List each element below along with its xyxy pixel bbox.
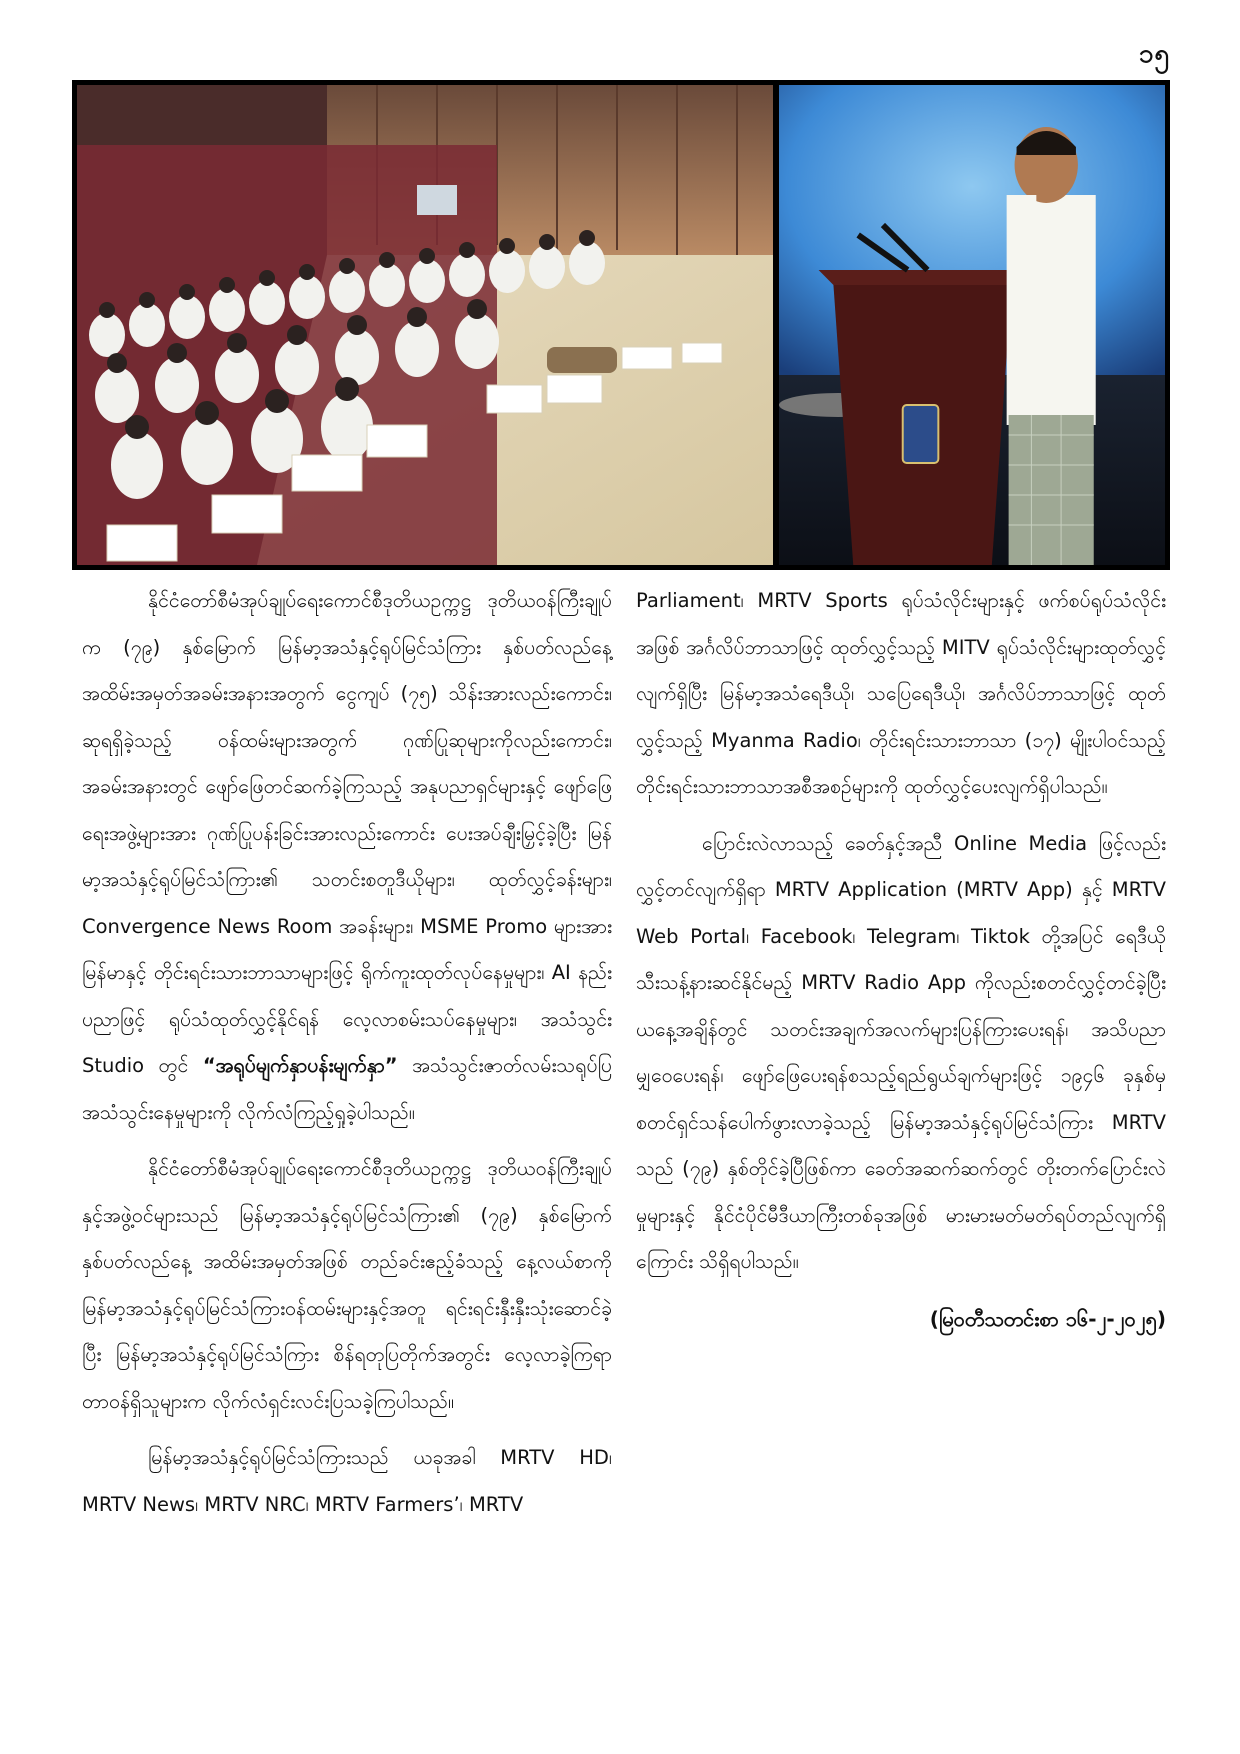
photo-frame [72, 80, 1170, 570]
paragraph: မြန်မာ့အသံနှင့်ရုပ်မြင်သံကြားသည် ယခုအခါ MRTV HD၊ MRTV News၊ MRTV NRC၊ MRTV Farmers’၊ MRTV [82, 1446, 612, 1516]
paragraph-text: နိုင်ငံတော်စီမံအုပ်ချုပ်ရေးကောင်စီဒုတိယဥက္ကဋ္ဌ ဒုတိယဝန်ကြီးချုပ်က (၇၉) နှစ်မြောက် မြန်မာ့အသံနှင့်ရုပ်မြင်သံကြား နှစ်ပတ်လည်နေ့ အထိမ်းအမှတ်အခမ်းအနားအတွက် ငွေကျပ် (၇၅) သိန်းအားလည်းကောင်း၊ ဆုရရှိခဲ့သည့် ဝန်ထမ်းများအတွက် ဂုဏ်ပြုဆုများကိုလည်းကောင်း၊ အခမ်းအနားတွင် ဖျော်ဖြေတင်ဆက်ခဲ့ကြသည့် အနုပညာရှင်များနှင့် ဖျော်ဖြေရေးအဖွဲ့များအား ဂုဏ်ပြုပန်းခြင်းအားလည်းကောင်း ပေးအပ်ချီးမြှင့်ခဲ့ပြီး မြန်မာ့အသံနှင့်ရုပ်မြင်သံကြား၏ သတင်းစတူဒီယိုများ၊ ထုတ်လွှင့်ခန်းများ၊ Convergence News Room အခန်းများ၊ MSME Promo များအား မြန်မာနှင့် တိုင်းရင်းသားဘာသာများဖြင့် ရိုက်ကူးထုတ်လုပ်နေမှုများ၊ AI နည်းပညာဖြင့် ရုပ်သံထုတ်လွှင့်နိုင်ရန် လေ့လာစမ်းသပ်နေမှုများ၊ အသံသွင်း Studio တွင် [82, 589, 612, 1077]
audience-photo [77, 85, 773, 565]
paragraph-text: အသံသွင်းဇာတ်လမ်းသရုပ်ပြ အသံသွင်းနေမှုများကို လိုက်လံကြည့်ရှုခဲ့ပါသည်။ [82, 1054, 612, 1124]
paragraph: ပြောင်းလဲလာသည့် ခေတ်နှင့်အညီ Online Media ဖြင့်လည်း လွှင့်တင်လျက်ရှိရာ MRTV Application (MRTV App) နှင့် MRTV Web Portal၊ Facebook၊ Telegram၊ Tiktok တို့အပြင် ရေဒီယိုသီးသန့်နားဆင်နိုင်မည့် MRTV Radio App ကိုလည်းစတင်လွှင့်တင်ခဲ့ပြီး ယနေ့အချိန်တွင် သတင်းအချက်အလက်များပြန်ကြားပေးရန်၊ အသိပညာမျှဝေပေးရန်၊ ဖျော်ဖြေပေးရန်စသည့်ရည်ရွယ်ချက်များဖြင့် ၁၉၄၆ ခုနှစ်မှ စတင်ရှင်သန်ပေါက်ဖွားလာခဲ့သည့် မြန်မာ့အသံနှင့်ရုပ်မြင်သံကြား MRTV သည် (၇၉) နှစ်တိုင်ခဲ့ပြီဖြစ်ကာ ခေတ်အဆက်ဆက်တွင် တိုးတက်ပြောင်းလဲမှုများနှင့် နိုင်ငံပိုင်မီဒီယာကြီးတစ်ခုအဖြစ် မားမားမတ်မတ်ရပ်တည်လျက်ရှိကြောင်း သိရှိရပါသည်။ [636, 831, 1166, 1273]
article-body [82, 578, 1166, 1538]
paragraph: Parliament၊ MRTV Sports ရုပ်သံလိုင်းများနှင့် ဖက်စပ်ရုပ်သံလိုင်းအဖြစ် အင်္ဂလိပ်ဘာသာဖြင့် ထုတ်လွှင့်သည့် MITV ရုပ်သံလိုင်းများထုတ်လွှင့်လျက်ရှိပြီး မြန်မာ့အသံရေဒီယို၊ သပြေရေဒီယို၊ အင်္ဂလိပ်ဘာသာဖြင့် ထုတ်လွှင့်သည့် Myanma Radio၊ တိုင်းရင်းသားဘာသာ (၁၇) မျိုးပါဝင်သည့် တိုင်းရင်းသားဘာသာအစီအစဉ်များကို ထုတ်လွှင့်ပေးလျက်ရှိပါသည်။ [636, 589, 1166, 798]
article-column-left [82, 578, 612, 1538]
article-column-right [636, 578, 1166, 1538]
audience-photo-image [77, 85, 773, 565]
drama-title: “အရုပ်မျက်နှာပန်းမျက်နှာ” [202, 1054, 398, 1077]
paragraph [82, 578, 612, 1136]
speaker-photo [779, 85, 1165, 565]
page-number: ၁၅ [1138, 39, 1170, 69]
paragraph: နိုင်ငံတော်စီမံအုပ်ချုပ်ရေးကောင်စီဒုတိယဥက္ကဋ္ဌ ဒုတိယဝန်ကြီးချုပ်နှင့်အဖွဲ့ဝင်များသည် မြန်မာ့အသံနှင့်ရုပ်မြင်သံကြား၏ (၇၉) နှစ်မြောက်နှစ်ပတ်လည်နေ့ အထိမ်းအမှတ်အဖြစ် တည်ခင်းဧည့်ခံသည့် နေ့လယ်စာကို မြန်မာ့အသံနှင့်ရုပ်မြင်သံကြားဝန်ထမ်းများနှင့်အတူ ရင်းရင်းနှီးနှီးသုံးဆောင်ခဲ့ပြီး မြန်မာ့အသံနှင့်ရုပ်မြင်သံကြား စိန်ရတုပြတိုက်အတွင်း လေ့လာခဲ့ကြရာ တာဝန်ရှိသူများက လိုက်လံရှင်းလင်းပြသခဲ့ကြပါသည်။ [82, 1157, 612, 1413]
source-citation: (မြဝတီသတင်းစာ ၁၆-၂-၂၀၂၅) [929, 1306, 1166, 1331]
speaker-photo-image [779, 85, 1165, 565]
